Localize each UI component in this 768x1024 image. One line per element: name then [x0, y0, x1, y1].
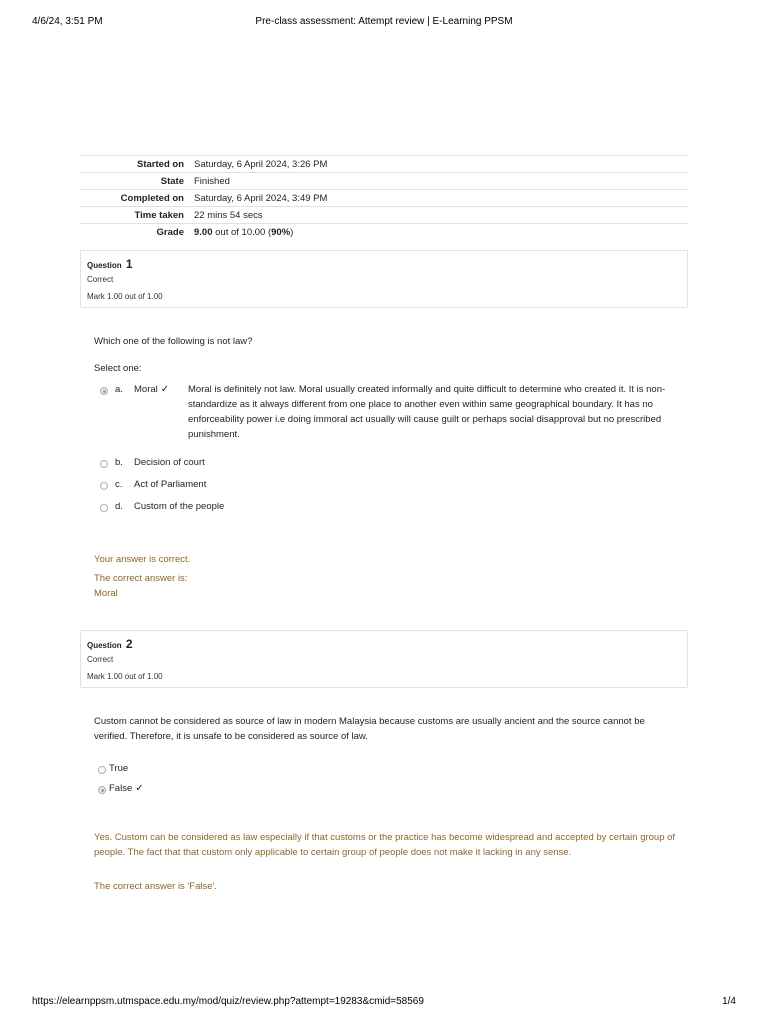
summary-value: 22 mins 54 secs [190, 207, 688, 224]
question-2-text: Custom cannot be considered as source of law in modern Malaysia because customs are usually ancient and the source cannot be verified. Therefore, it is unsafe to be considered as source of law. [94, 716, 645, 742]
answer-text: True [109, 763, 129, 774]
answer-letter: b. [115, 457, 123, 468]
correct-check-icon: ✓ [135, 783, 144, 794]
question-1-text: Which one of the following is not law? [94, 336, 253, 347]
answer-text [134, 384, 169, 395]
answer-label: Moral [134, 384, 158, 395]
answer-specific-feedback: Moral is definitely not law. Moral usually created informally and quite difficult to determine who created it. It is non-standardize as it always different from one place to another even within same geographical boundary. It has no enforceability power i.e doing immoral act usually will cause guilt or perhaps social disapproval but no prescribed punishment. [188, 384, 666, 440]
question-number-value: 1 [125, 257, 133, 271]
summary-value: Finished [190, 173, 688, 190]
right-answer: The correct answer is 'False'. [94, 881, 217, 892]
print-page-number: 1/4 [722, 996, 736, 1007]
grade-value [190, 224, 688, 241]
summary-label: Time taken [80, 207, 190, 224]
grade-close: ) [290, 226, 294, 238]
question-1-info [80, 250, 688, 308]
summary-label: Started on [80, 156, 190, 173]
answer-text [109, 783, 144, 794]
question-number [87, 257, 133, 271]
question-number [87, 637, 133, 651]
general-feedback: Your answer is correct. [94, 554, 191, 565]
summary-row-grade [80, 224, 688, 241]
print-datetime: 4/6/24, 3:51 PM [32, 16, 103, 27]
right-answer-label: The correct answer is: [94, 573, 188, 584]
right-answer: Moral [94, 588, 118, 599]
select-one-prompt: Select one: [94, 363, 142, 374]
summary-label: Completed on [80, 190, 190, 207]
radio-button[interactable] [100, 482, 108, 490]
answer-text: Act of Parliament [134, 479, 207, 490]
answer-letter: d. [115, 501, 123, 512]
summary-row-state [80, 173, 688, 190]
question-number-value: 2 [125, 637, 133, 651]
print-page-title: Pre-class assessment: Attempt review | E-Learning PPSM [255, 16, 513, 27]
answer-label: False [109, 783, 133, 794]
attempt-summary-table [80, 155, 688, 240]
question-mark: Mark 1.00 out of 1.00 [87, 672, 163, 681]
question-state: Correct [87, 655, 114, 664]
answer-text: Custom of the people [134, 501, 225, 512]
grade-outof: out of 10.00 ( [212, 226, 272, 238]
summary-row-time-taken [80, 207, 688, 224]
question-prefix: Question [87, 261, 122, 270]
summary-row-started [80, 156, 688, 173]
question-prefix: Question [87, 641, 122, 650]
summary-label: Grade [80, 224, 190, 241]
summary-value: Saturday, 6 April 2024, 3:26 PM [190, 156, 688, 173]
print-url: https://elearnppsm.utmspace.edu.my/mod/quiz/review.php?attempt=19283&cmid=58569 [32, 996, 424, 1007]
summary-label: State [80, 173, 190, 190]
question-2-info [80, 630, 688, 688]
grade-score: 9.00 [194, 226, 213, 238]
radio-button[interactable] [100, 460, 108, 468]
general-feedback: Yes. Custom can be considered as law especially if that customs or the practice has become widespread and accepted by certain group of people. The fact that that custom only applicable to certain group of people does not make it lacking in any sense. [94, 832, 676, 858]
radio-button[interactable] [100, 387, 108, 395]
summary-value: Saturday, 6 April 2024, 3:49 PM [190, 190, 688, 207]
radio-button[interactable] [98, 766, 106, 774]
question-state: Correct [87, 275, 114, 284]
answer-letter: a. [115, 384, 123, 395]
answer-letter: c. [115, 479, 123, 490]
radio-button[interactable] [100, 504, 108, 512]
summary-row-completed [80, 190, 688, 207]
correct-check-icon: ✓ [160, 384, 170, 395]
answer-text: Decision of court [134, 457, 205, 468]
radio-button[interactable] [98, 786, 106, 794]
grade-percent: 90% [271, 226, 291, 238]
question-mark: Mark 1.00 out of 1.00 [87, 292, 163, 301]
